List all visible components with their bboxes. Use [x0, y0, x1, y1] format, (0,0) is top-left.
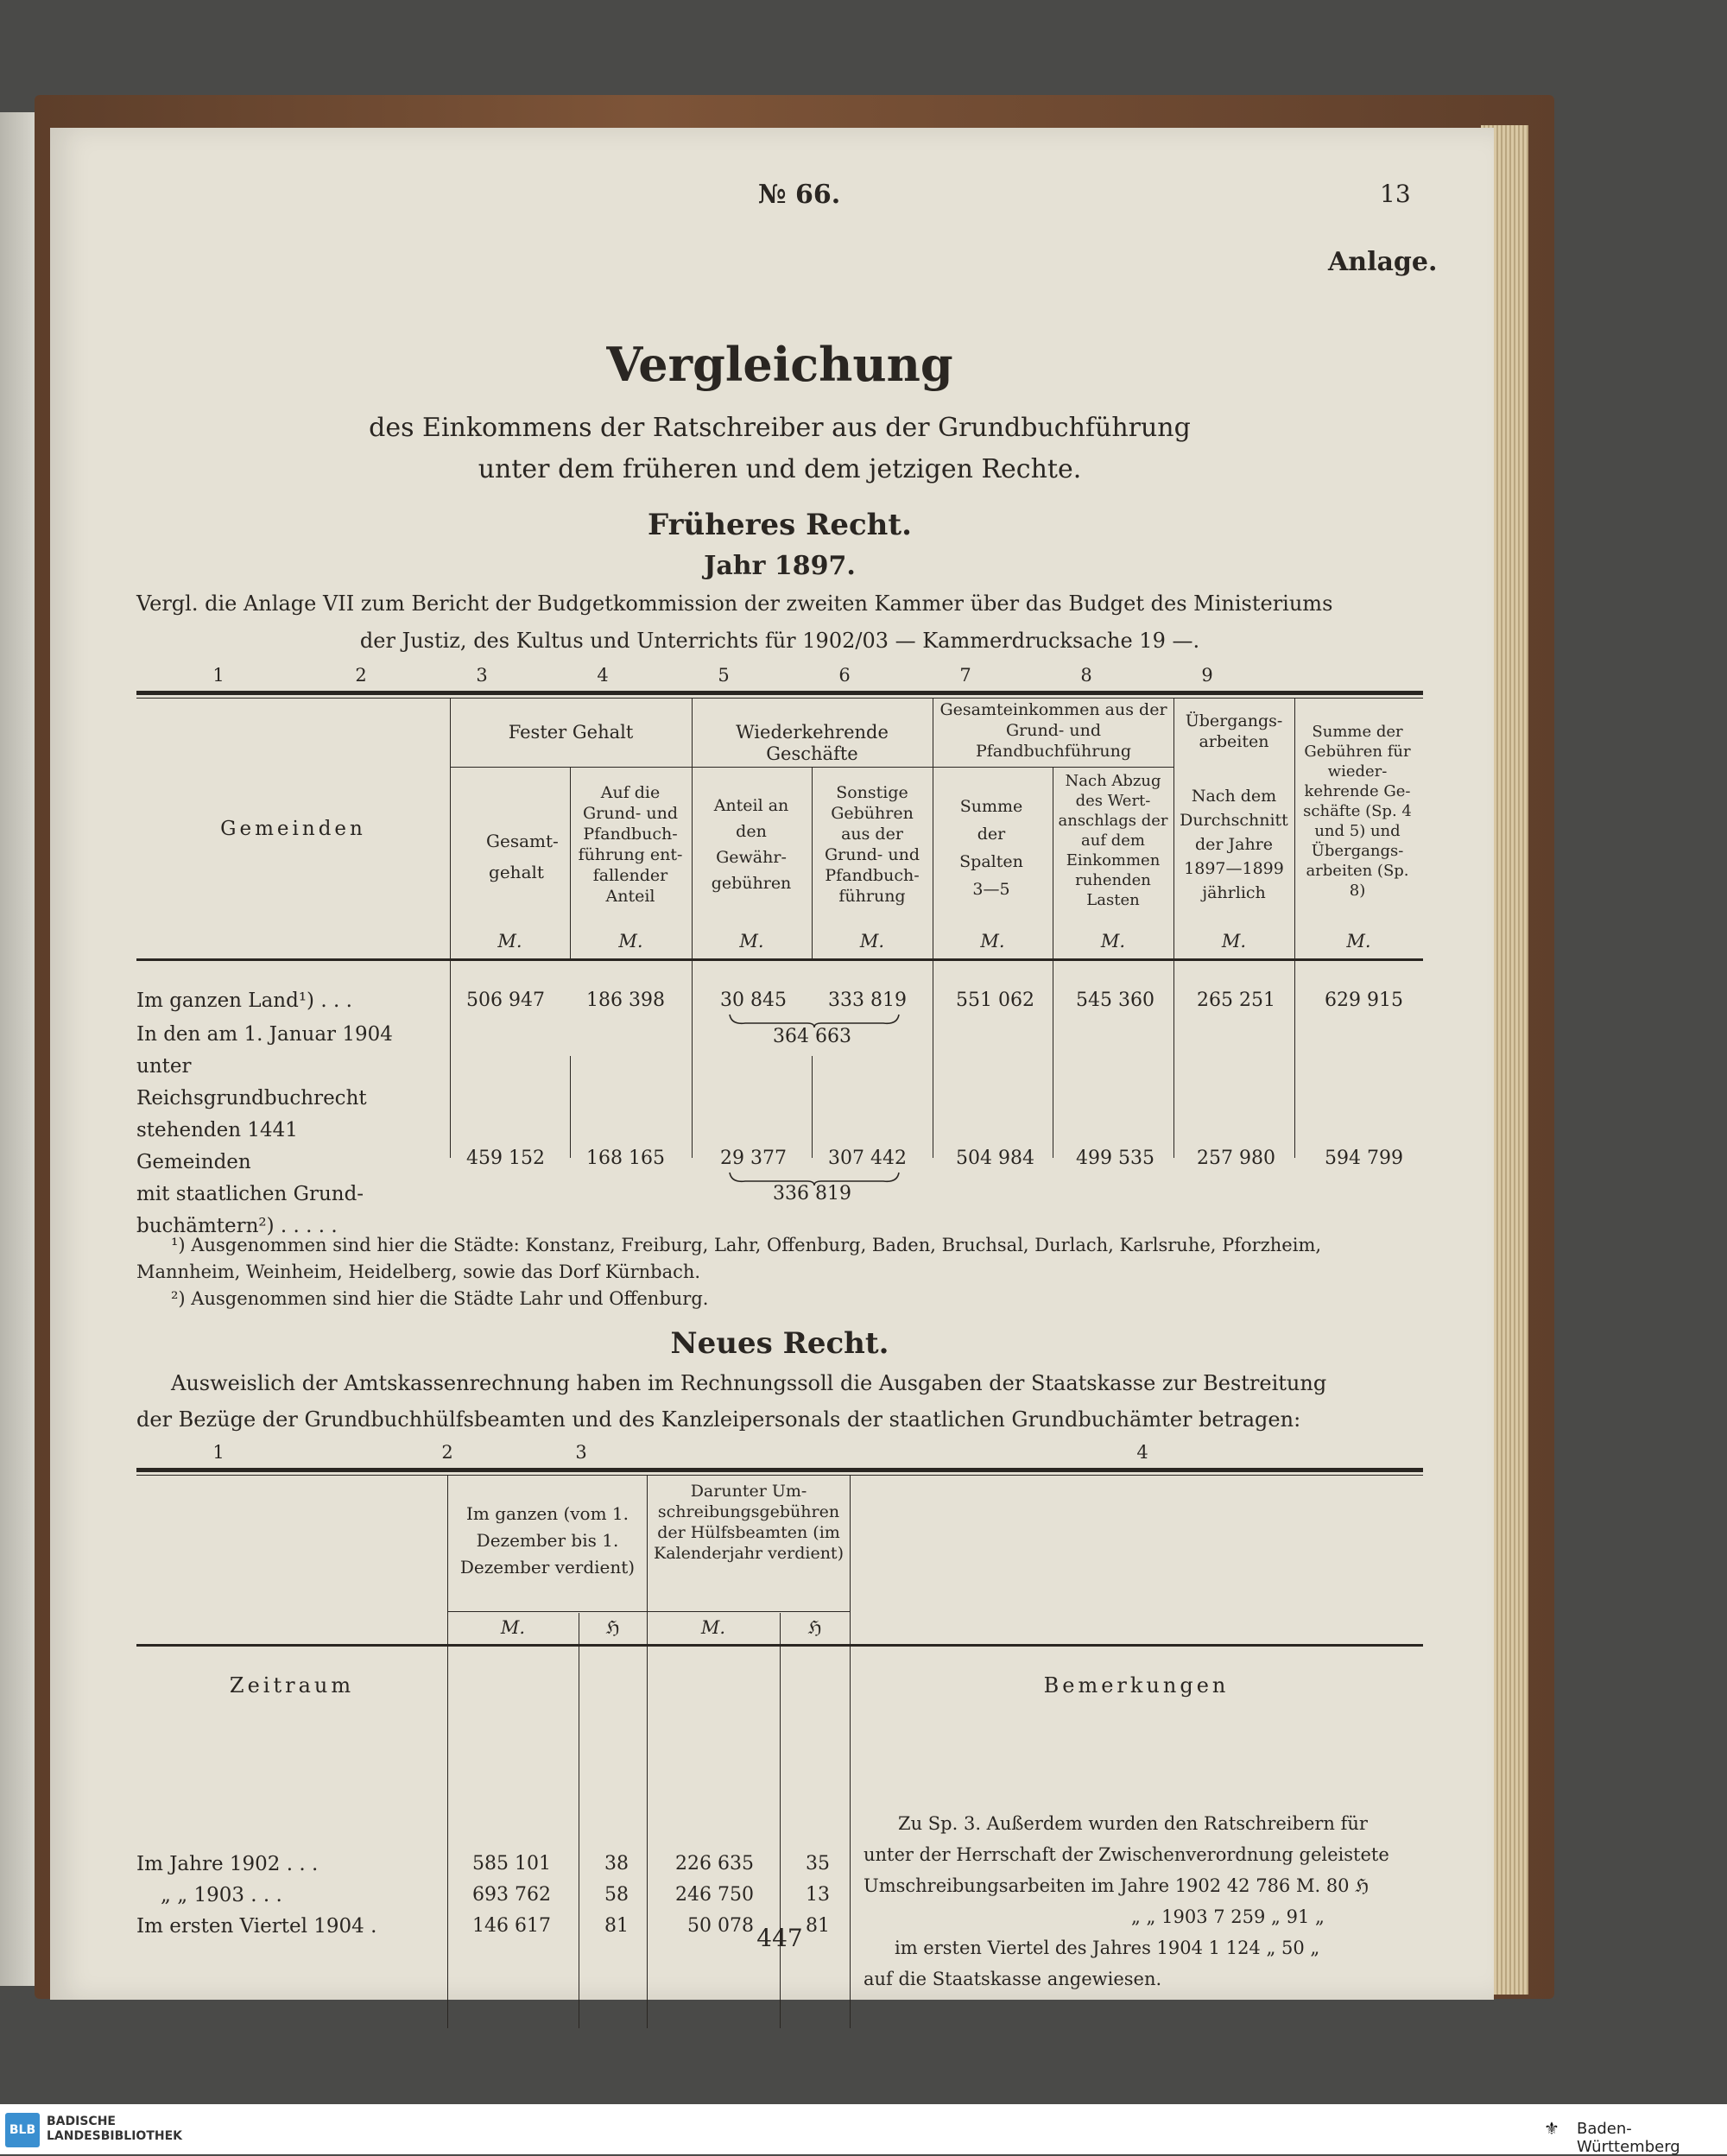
- row1-label: Im ganzen Land¹) . . .: [136, 989, 352, 1012]
- row2-label-line: buchämtern²) . . . . .: [136, 1215, 338, 1237]
- t2-row3-m2: 50 078: [687, 1915, 754, 1937]
- row1-sonstige: 333 819: [828, 989, 907, 1011]
- t2-row1-pf: 38: [604, 1853, 629, 1875]
- row2-label-line: In den am 1. Januar 1904: [136, 1023, 393, 1046]
- col-number-9: 9: [1201, 665, 1213, 686]
- col-number-3: 3: [476, 665, 488, 686]
- t2-unit-m: M.: [700, 1617, 726, 1638]
- col-number-8: 8: [1080, 665, 1092, 686]
- remark-line-5: im ersten Viertel des Jahres 1904 1 124 „ 50 „: [895, 1938, 1320, 1958]
- col-number-1: 1: [212, 665, 225, 686]
- row2-durchschnitt: 257 980: [1197, 1148, 1275, 1169]
- document-page: [50, 128, 1494, 2000]
- t2-row3-m: 146 617: [472, 1915, 551, 1937]
- page-title: Vergleichung: [606, 337, 953, 392]
- unit-m: M.: [1100, 931, 1126, 952]
- col-number-7: 7: [959, 665, 971, 686]
- t2-col-number-2: 2: [441, 1442, 453, 1463]
- col-header-gemeinden: Gemeinden: [220, 818, 366, 840]
- unit-m: M.: [980, 931, 1005, 952]
- section-year: Jahr 1897.: [704, 551, 856, 581]
- t1-vline-4: [812, 767, 813, 958]
- col-header-gewaehrgebuehren: Anteil an den Gewähr-gebühren: [711, 796, 792, 893]
- t1-vline-8: [1294, 698, 1295, 958]
- section-heading-neues-recht: Neues Recht.: [670, 1326, 889, 1361]
- viewer-bottom-bar: [0, 2104, 1727, 2154]
- row2-summe: 504 984: [956, 1148, 1034, 1169]
- t2-body-vline-5: [850, 1647, 851, 2028]
- t2-col-number-4: 4: [1136, 1442, 1148, 1463]
- table-2-top-rule-thin: [136, 1475, 1423, 1476]
- footnote-1a: ¹) Ausgenommen sind hier die Städte: Konstanz, Freiburg, Lahr, Offenburg, Baden, Bruchsal, Durlach, Karlsruhe, Pforzheim,: [171, 1235, 1322, 1255]
- table-1-header-rule: [136, 958, 1423, 961]
- unit-m: M.: [618, 931, 643, 952]
- remark-line-4: „ „ 1903 7 259 „ 91 „: [1131, 1906, 1325, 1927]
- t2-col-header-darunter: Darunter Um-schreibungsgebühren der Hülfsbeamten (im Kalenderjahr verdient): [654, 1482, 844, 1563]
- t2-row2-label: „ „ 1903 . . .: [161, 1884, 282, 1906]
- document-number: № 66.: [758, 180, 841, 210]
- table-1-top-rule-thin: [136, 698, 1423, 699]
- col-header-gesamtgehalt: Gesamt-gehalt: [486, 831, 559, 882]
- unit-m: M.: [1346, 931, 1371, 952]
- library-name[interactable]: [47, 2115, 219, 2144]
- t2-row3-pf2: 81: [806, 1915, 830, 1937]
- group-fester-gehalt: Fester Gehalt: [508, 722, 634, 743]
- col-header-summe-gebuehren: Summe der Gebühren für wieder-kehrende Ge-schäfte (Sp. 4 und 5) und Übergangs-arbeiten (Sp. 8): [1303, 723, 1412, 900]
- section2-intro-line-1: Ausweislich der Amtskassenrechnung haben im Rechnungssoll die Ausgaben der Staatskasse zur Bestreitung: [171, 1371, 1327, 1395]
- library-name-line-1: BADISCHE: [47, 2115, 116, 2128]
- row2-sum: 336 819: [773, 1183, 851, 1204]
- t2-col-number-1: 1: [212, 1442, 225, 1463]
- t2-row1-m: 585 101: [472, 1853, 551, 1875]
- col-header-durchschnitt: Nach dem Durchschnitt der Jahre 1897—1899 jährlich: [1180, 787, 1288, 902]
- row2-sonstige: 307 442: [828, 1148, 907, 1169]
- remark-line-6: auf die Staatskasse angewiesen.: [864, 1969, 1162, 1989]
- remark-line-3: Umschreibungsarbeiten im Jahre 1902 42 786 M. 80 ℌ: [864, 1875, 1370, 1896]
- row2-anteil: 168 165: [586, 1148, 665, 1169]
- unit-m: M.: [739, 931, 764, 952]
- t2-row1-pf2: 35: [806, 1853, 830, 1875]
- row2-label-line: unter Reichsgrundbuchrecht: [136, 1055, 367, 1110]
- remark-line-2: unter der Herrschaft der Zwischenverordnung geleistete: [864, 1844, 1389, 1865]
- row2-label-line: stehenden 1441 Gemeinden: [136, 1119, 298, 1173]
- t2-row2-pf2: 13: [806, 1884, 830, 1906]
- t2-col-header-bemerkungen: Bemerkungen: [1043, 1673, 1230, 1698]
- table-1-top-rule: [136, 691, 1423, 695]
- section-heading-frueheres-recht: Früheres Recht.: [648, 508, 912, 542]
- row1-nach-abzug: 545 360: [1076, 989, 1154, 1011]
- page-number: 13: [1380, 180, 1411, 208]
- library-name-line-2: LANDESBIBLIOTHEK: [47, 2129, 183, 2143]
- group-uebergangsarbeiten: Übergangs-arbeiten: [1185, 711, 1283, 751]
- row2-gesamtgehalt: 459 152: [466, 1148, 545, 1169]
- t2-row1-label: Im Jahre 1902 . . .: [136, 1853, 319, 1875]
- footnote-2: ²) Ausgenommen sind hier die Städte Lahr und Offenburg.: [171, 1288, 709, 1309]
- col-number-5: 5: [718, 665, 730, 686]
- t2-unit-pf: ℌ: [605, 1617, 620, 1638]
- footer-page-number: 447: [756, 1924, 803, 1952]
- section1-intro-line-1: Vergl. die Anlage VII zum Bericht der Budgetkommission der zweiten Kammer über das Budget des Ministeriums: [136, 591, 1333, 616]
- subtitle-line-2: unter dem früheren und dem jetzigen Rechte.: [478, 454, 1082, 484]
- row1-gesamtgehalt: 506 947: [466, 989, 545, 1011]
- t2-unit-rule: [447, 1611, 850, 1612]
- row1-summe: 551 062: [956, 989, 1034, 1011]
- unit-m: M.: [859, 931, 885, 952]
- row2-nach-abzug: 499 535: [1076, 1148, 1154, 1169]
- row2-label-line: mit staatlichen Grund-: [136, 1183, 364, 1205]
- t2-row2-m2: 246 750: [675, 1884, 754, 1906]
- t2-row3-label: Im ersten Viertel 1904 .: [136, 1915, 377, 1938]
- unit-m: M.: [1221, 931, 1247, 952]
- section2-intro-line-2: der Bezüge der Grundbuchhülfsbeamten und des Kanzleipersonals der staatlichen Grundbuchämter betragen:: [136, 1407, 1301, 1432]
- row1-gewaehr: 30 845: [720, 989, 787, 1011]
- col-header-anteil-grundbuch: Auf die Grund- und Pfandbuch-führung ent-fallender Anteil: [578, 783, 683, 906]
- state-name[interactable]: Baden-Württemberg: [1577, 2120, 1680, 2156]
- group-gesamteinkommen: Gesamteinkommen aus der Grund- und Pfandbuchführung: [939, 700, 1167, 761]
- col-number-4: 4: [597, 665, 609, 686]
- state-coat-of-arms-icon: ⚜: [1544, 2118, 1559, 2139]
- anlage-label: Anlage.: [1328, 247, 1438, 277]
- unit-m: M.: [497, 931, 522, 952]
- group-wiederkehrende-geschaefte: Wiederkehrende Geschäfte: [736, 722, 889, 764]
- t2-col-header-zeitraum: Zeitraum: [229, 1673, 355, 1698]
- subtitle-line-1: des Einkommens der Ratschreiber aus der Grundbuchführung: [369, 413, 1191, 443]
- col-header-summe-spalten: Summe der Spalten 3—5: [959, 797, 1023, 899]
- row2-label: [136, 1019, 395, 1242]
- t2-body-vline-3: [647, 1647, 648, 2028]
- t2-row2-pf: 58: [604, 1884, 629, 1906]
- blb-logo[interactable]: BLB: [5, 2113, 40, 2147]
- table-2-top-rule: [136, 1468, 1423, 1472]
- row1-durchschnitt: 265 251: [1197, 989, 1275, 1011]
- row1-sum: 364 663: [773, 1026, 851, 1047]
- t2-row1-m2: 226 635: [675, 1853, 754, 1875]
- t2-col-number-3: 3: [575, 1442, 587, 1463]
- col-number-2: 2: [355, 665, 367, 686]
- footnote-1b: Mannheim, Weinheim, Heidelberg, sowie das Dorf Kürnbach.: [136, 1261, 701, 1282]
- t2-row2-m: 693 762: [472, 1884, 551, 1906]
- row1-anteil: 186 398: [586, 989, 665, 1011]
- col-header-nach-abzug: Nach Abzug des Wert-anschlags der auf dem Einkommen ruhenden Lasten: [1058, 772, 1168, 909]
- t1-vline-2: [570, 767, 571, 958]
- row2-summe-gebuehren: 594 799: [1325, 1148, 1403, 1169]
- t2-unit-m: M.: [500, 1617, 526, 1638]
- t1-group-underline: [450, 767, 1173, 768]
- t2-row3-pf: 81: [604, 1915, 629, 1937]
- row1-summe-gebuehren: 629 915: [1325, 989, 1403, 1011]
- t2-body-vline-1: [447, 1647, 448, 2028]
- col-header-sonstige-gebuehren: Sonstige Gebühren aus der Grund- und Pfandbuch-führung: [825, 783, 920, 906]
- t2-unit-pf: ℌ: [807, 1617, 822, 1638]
- row2-gewaehr: 29 377: [720, 1148, 787, 1169]
- col-number-6: 6: [838, 665, 851, 686]
- t2-col-header-im-ganzen: Im ganzen (vom 1. Dezember bis 1. Dezember verdient): [459, 1503, 636, 1577]
- t1-vline-7: [1173, 698, 1174, 958]
- t1-body-vline-4: [812, 1056, 813, 1158]
- t1-body-vline-2: [570, 1056, 571, 1158]
- remark-line-1: Zu Sp. 3. Außerdem wurden den Ratschreibern für: [898, 1813, 1368, 1834]
- section1-intro-line-2: der Justiz, des Kultus und Unterrichts für 1902/03 — Kammerdrucksache 19 —.: [359, 629, 1200, 653]
- t2-body-vline-4: [780, 1647, 781, 2028]
